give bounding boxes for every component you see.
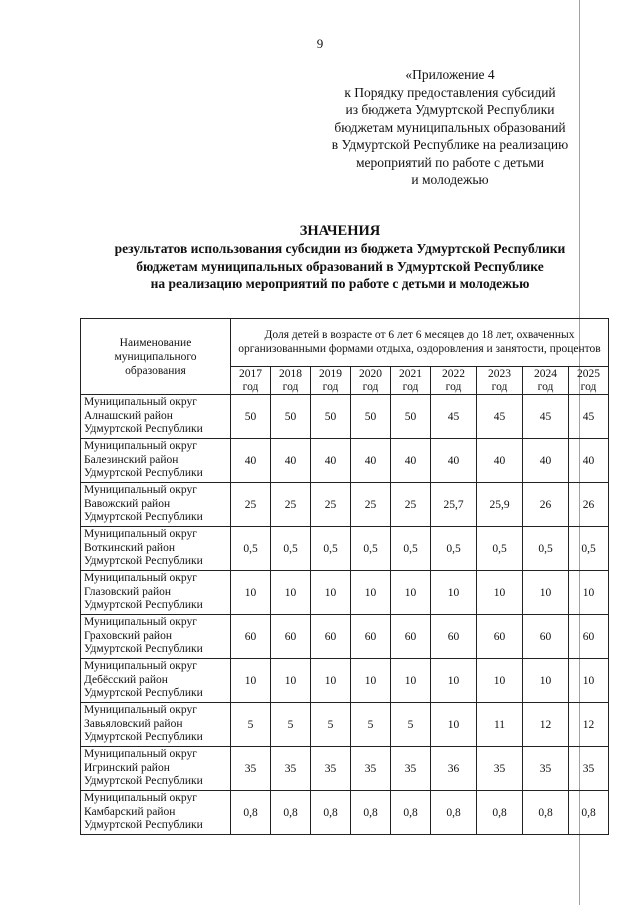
- value-cell: 5: [271, 703, 311, 747]
- value-cell: 60: [391, 615, 431, 659]
- table-row: [81, 747, 609, 791]
- year-header: [391, 367, 431, 395]
- municipality-name-line: Удмуртской Республики: [84, 775, 203, 788]
- value-cell: 0,8: [523, 791, 569, 835]
- municipality-name-line: Алнашский район: [84, 409, 173, 422]
- municipality-name-line: Удмуртской Республики: [84, 731, 203, 744]
- value-cell: 60: [351, 615, 391, 659]
- year-value: 2018: [279, 367, 302, 380]
- municipality-column-header: [81, 319, 231, 395]
- value-cell: 60: [311, 615, 351, 659]
- table-row: [81, 527, 609, 571]
- municipality-name-line: Глазовский район: [84, 585, 172, 598]
- table-row: [81, 615, 609, 659]
- table-row: [81, 571, 609, 615]
- value-cell: 25: [231, 483, 271, 527]
- value-cell: 40: [431, 439, 477, 483]
- year-header: [569, 367, 609, 395]
- value-cell: 50: [311, 395, 351, 439]
- year-value: 2021: [399, 367, 422, 380]
- municipality-name-line: Удмуртской Республики: [84, 687, 203, 700]
- value-cell: 10: [569, 659, 609, 703]
- value-cell: 35: [391, 747, 431, 791]
- value-cell: 35: [523, 747, 569, 791]
- value-cell: 25,9: [477, 483, 523, 527]
- municipality-name-line: Удмуртской Республики: [84, 555, 203, 568]
- value-cell: 10: [231, 659, 271, 703]
- year-suffix: год: [445, 380, 462, 393]
- value-cell: 10: [391, 571, 431, 615]
- year-suffix: год: [322, 380, 339, 393]
- municipality-name-line: Муниципальный округ: [84, 440, 197, 453]
- share-column-header: Доля детей в возрасте от 6 лет 6 месяцев до 18 лет, охваченных организованными формами отдыха, оздоровления и занятости, процентов: [231, 319, 609, 367]
- year-header: [523, 367, 569, 395]
- municipality-name-line: Муниципальный округ: [84, 484, 197, 497]
- municipality-name: [81, 791, 231, 835]
- value-cell: 45: [523, 395, 569, 439]
- municipality-name-line: Муниципальный округ: [84, 704, 197, 717]
- table-row: [81, 395, 609, 439]
- year-header: [351, 367, 391, 395]
- municipality-name-line: Дебёсский район: [84, 673, 168, 686]
- value-cell: 0,5: [271, 527, 311, 571]
- value-cell: 60: [271, 615, 311, 659]
- value-cell: 10: [311, 571, 351, 615]
- value-cell: 0,8: [271, 791, 311, 835]
- year-value: 2024: [534, 367, 557, 380]
- municipality-name-line: Муниципальный округ: [84, 572, 197, 585]
- year-value: 2019: [319, 367, 342, 380]
- value-cell: 35: [311, 747, 351, 791]
- municipality-name-line: Воткинский район: [84, 541, 175, 554]
- value-cell: 5: [391, 703, 431, 747]
- value-cell: 25: [391, 483, 431, 527]
- municipality-name-line: Муниципальный округ: [84, 616, 197, 629]
- municipality-name: [81, 571, 231, 615]
- year-suffix: год: [537, 380, 554, 393]
- value-cell: 25: [311, 483, 351, 527]
- value-cell: 0,5: [391, 527, 431, 571]
- municipality-name-line: Муниципальный округ: [84, 396, 197, 409]
- year-value: 2025: [577, 367, 600, 380]
- value-cell: 35: [271, 747, 311, 791]
- title-heading: ЗНАЧЕНИЯ: [299, 223, 381, 239]
- value-cell: 10: [391, 659, 431, 703]
- municipality-name-line: Удмуртской Республики: [84, 467, 203, 480]
- value-cell: 11: [477, 703, 523, 747]
- municipality-name: [81, 483, 231, 527]
- table-row: [81, 439, 609, 483]
- year-value: 2020: [359, 367, 382, 380]
- table-row: [81, 703, 609, 747]
- municipality-name-line: Удмуртской Республики: [84, 643, 203, 656]
- municipality-name-line: Граховский район: [84, 629, 172, 642]
- municipality-name: [81, 395, 231, 439]
- value-cell: 10: [477, 571, 523, 615]
- value-cell: 12: [569, 703, 609, 747]
- value-cell: 0,5: [477, 527, 523, 571]
- year-header: [431, 367, 477, 395]
- value-cell: 45: [477, 395, 523, 439]
- value-cell: 10: [311, 659, 351, 703]
- value-cell: 5: [231, 703, 271, 747]
- value-cell: 35: [477, 747, 523, 791]
- title-subline: результатов использования субсидии из бюджета Удмуртской Республики: [114, 241, 566, 256]
- appendix-line: в Удмуртской Республике на реализацию: [331, 137, 569, 152]
- municipality-name-line: Камбарский район: [84, 805, 176, 818]
- value-cell: 5: [351, 703, 391, 747]
- value-cell: 0,8: [391, 791, 431, 835]
- value-cell: 10: [271, 571, 311, 615]
- appendix-line: «Приложение 4: [405, 67, 495, 82]
- title-subline: бюджетам муниципальных образований в Удмуртской Республике: [136, 258, 544, 274]
- value-cell: 36: [431, 747, 477, 791]
- value-cell: 60: [569, 615, 609, 659]
- value-cell: 10: [523, 571, 569, 615]
- appendix-line: к Порядку предоставления субсидий: [344, 84, 556, 100]
- value-cell: 40: [351, 439, 391, 483]
- appendix-reference: [300, 66, 600, 189]
- value-cell: 10: [271, 659, 311, 703]
- results-table: [80, 318, 609, 835]
- value-cell: 0,8: [431, 791, 477, 835]
- municipality-name-line: Муниципальный округ: [84, 660, 197, 673]
- year-suffix: год: [282, 380, 299, 393]
- value-cell: 10: [569, 571, 609, 615]
- municipality-name-line: Завьяловский район: [84, 717, 183, 730]
- header-line: муниципального: [114, 350, 197, 363]
- value-cell: 10: [431, 571, 477, 615]
- value-cell: 45: [431, 395, 477, 439]
- value-cell: 60: [523, 615, 569, 659]
- year-header: [231, 367, 271, 395]
- year-value: 2023: [488, 367, 511, 380]
- municipality-name: [81, 615, 231, 659]
- municipality-name: [81, 747, 231, 791]
- appendix-line: из бюджета Удмуртской Республики: [345, 102, 555, 117]
- header-line: Наименование: [119, 336, 192, 349]
- value-cell: 40: [311, 439, 351, 483]
- value-cell: 50: [271, 395, 311, 439]
- value-cell: 0,8: [351, 791, 391, 835]
- value-cell: 0,5: [431, 527, 477, 571]
- value-cell: 0,5: [311, 527, 351, 571]
- value-cell: 50: [351, 395, 391, 439]
- value-cell: 40: [569, 439, 609, 483]
- municipality-name: [81, 527, 231, 571]
- appendix-line: мероприятий по работе с детьми: [355, 154, 545, 170]
- year-suffix: год: [402, 380, 419, 393]
- value-cell: 45: [569, 395, 609, 439]
- municipality-name-line: Вавожский район: [84, 497, 171, 510]
- municipality-name-line: Муниципальный округ: [84, 792, 197, 805]
- title-subline: на реализацию мероприятий по работе с детьми и молодежью: [150, 276, 530, 291]
- value-cell: 40: [523, 439, 569, 483]
- value-cell: 0,8: [477, 791, 523, 835]
- value-cell: 12: [523, 703, 569, 747]
- year-header: [271, 367, 311, 395]
- municipality-name-line: Муниципальный округ: [84, 528, 197, 541]
- municipality-name: [81, 439, 231, 483]
- value-cell: 60: [477, 615, 523, 659]
- value-cell: 10: [351, 659, 391, 703]
- value-cell: 40: [477, 439, 523, 483]
- appendix-line: и молодежью: [411, 172, 489, 187]
- value-cell: 10: [351, 571, 391, 615]
- value-cell: 40: [231, 439, 271, 483]
- value-cell: 26: [569, 483, 609, 527]
- year-header: [311, 367, 351, 395]
- value-cell: 0,5: [351, 527, 391, 571]
- table-row: [81, 791, 609, 835]
- value-cell: 40: [271, 439, 311, 483]
- value-cell: 40: [391, 439, 431, 483]
- year-suffix: год: [362, 380, 379, 393]
- value-cell: 35: [351, 747, 391, 791]
- year-suffix: год: [491, 380, 508, 393]
- value-cell: 0,5: [569, 527, 609, 571]
- page-number: 9: [316, 36, 324, 51]
- value-cell: 10: [523, 659, 569, 703]
- year-header: [477, 367, 523, 395]
- value-cell: 5: [311, 703, 351, 747]
- municipality-name-line: Муниципальный округ: [84, 748, 197, 761]
- year-value: 2022: [442, 367, 465, 380]
- value-cell: 50: [391, 395, 431, 439]
- value-cell: 35: [569, 747, 609, 791]
- table-row: [81, 659, 609, 703]
- year-suffix: год: [242, 380, 259, 393]
- value-cell: 0,8: [231, 791, 271, 835]
- document-title: [60, 222, 620, 293]
- municipality-name-line: Игринский район: [84, 761, 170, 774]
- value-cell: 10: [431, 703, 477, 747]
- value-cell: 10: [431, 659, 477, 703]
- municipality-name: [81, 703, 231, 747]
- appendix-line: бюджетам муниципальных образований: [334, 119, 566, 135]
- municipality-name-line: Удмуртской Республики: [84, 511, 203, 524]
- value-cell: 25: [351, 483, 391, 527]
- municipality-name-line: Балезинский район: [84, 453, 179, 466]
- value-cell: 0,8: [569, 791, 609, 835]
- value-cell: 25: [271, 483, 311, 527]
- value-cell: 10: [231, 571, 271, 615]
- table-row: [81, 483, 609, 527]
- value-cell: 0,8: [311, 791, 351, 835]
- year-suffix: год: [580, 380, 597, 393]
- value-cell: 10: [477, 659, 523, 703]
- value-cell: 0,5: [523, 527, 569, 571]
- header-line: образования: [125, 364, 186, 377]
- value-cell: 0,5: [231, 527, 271, 571]
- municipality-name: [81, 659, 231, 703]
- value-cell: 60: [231, 615, 271, 659]
- value-cell: 60: [431, 615, 477, 659]
- value-cell: 50: [231, 395, 271, 439]
- year-value: 2017: [239, 367, 262, 380]
- municipality-name-line: Удмуртской Республики: [84, 423, 203, 436]
- municipality-name-line: Удмуртской Республики: [84, 819, 203, 832]
- value-cell: 35: [231, 747, 271, 791]
- value-cell: 25,7: [431, 483, 477, 527]
- value-cell: 26: [523, 483, 569, 527]
- municipality-name-line: Удмуртской Республики: [84, 599, 203, 612]
